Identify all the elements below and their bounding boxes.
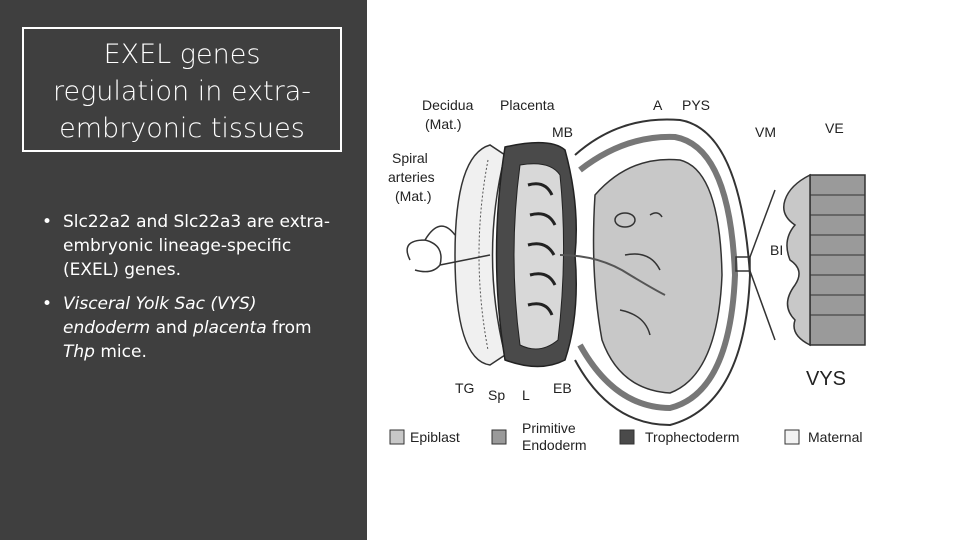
bullet-list	[42, 210, 342, 374]
label-tg: TG	[455, 380, 475, 396]
title-line-2: regulation in extra-	[52, 76, 312, 107]
label-placenta: Placenta	[500, 97, 555, 113]
bullet-part: Thp	[63, 342, 95, 362]
label-vm: VM	[755, 124, 776, 140]
legend-trophectoderm: Trophectoderm	[645, 429, 740, 445]
legend-endoderm-swatch	[492, 430, 506, 444]
embryo-shape	[594, 159, 722, 393]
bullet-item-2	[42, 292, 342, 364]
label-arteries: arteries	[388, 169, 435, 185]
title-line-3: embryonic tissues	[59, 113, 305, 144]
label-a: A	[653, 97, 663, 113]
bullet-text-1: Slc22a2 and Slc22a3 are extra-embryonic lineage-specific (EXEL) genes.	[63, 212, 330, 280]
slide-title	[22, 27, 342, 152]
bullet-part: and	[150, 318, 194, 338]
label-ve: VE	[825, 120, 844, 136]
legend-endoderm: Endoderm	[522, 437, 587, 453]
embryo-diagram	[370, 75, 890, 465]
bullet-part: Visceral Yolk Sac (VYS)	[63, 294, 257, 314]
left-panel	[0, 0, 367, 540]
label-decidua: Decidua	[422, 97, 474, 113]
label-bi: BI	[770, 242, 784, 258]
label-l: L	[522, 387, 530, 403]
magnify-line-bottom	[750, 271, 775, 340]
ve-layer	[810, 175, 865, 345]
bullet-item-1	[42, 210, 342, 282]
label-sp: Sp	[488, 387, 506, 403]
label-vys: VYS	[806, 368, 847, 390]
labyrinth-shape	[514, 164, 564, 349]
vm-layer	[784, 175, 810, 345]
legend-epiblast-swatch	[390, 430, 404, 444]
legend-maternal-swatch	[785, 430, 799, 444]
legend-primitive: Primitive	[522, 420, 576, 436]
label-mb: MB	[552, 124, 573, 140]
label-mat-1: (Mat.)	[425, 116, 462, 132]
legend-epiblast: Epiblast	[410, 429, 460, 445]
label-eb: EB	[553, 380, 572, 396]
bullet-dot-icon: •	[42, 212, 53, 232]
label-mat-2: (Mat.)	[395, 188, 432, 204]
label-pys: PYS	[682, 97, 711, 113]
bullet-part: from	[266, 318, 312, 338]
embryo-diagram-svg	[370, 75, 890, 465]
bullet-dot-icon: •	[42, 294, 53, 314]
label-spiral: Spiral	[392, 150, 428, 166]
legend-trophectoderm-swatch	[620, 430, 634, 444]
bullet-part: placenta	[193, 318, 267, 338]
bullet-part: endoderm	[63, 318, 151, 338]
legend-maternal: Maternal	[808, 429, 863, 445]
title-line-1: EXEL genes	[103, 39, 261, 70]
bullet-part: mice.	[94, 342, 147, 362]
bullet-text-2	[63, 294, 312, 362]
